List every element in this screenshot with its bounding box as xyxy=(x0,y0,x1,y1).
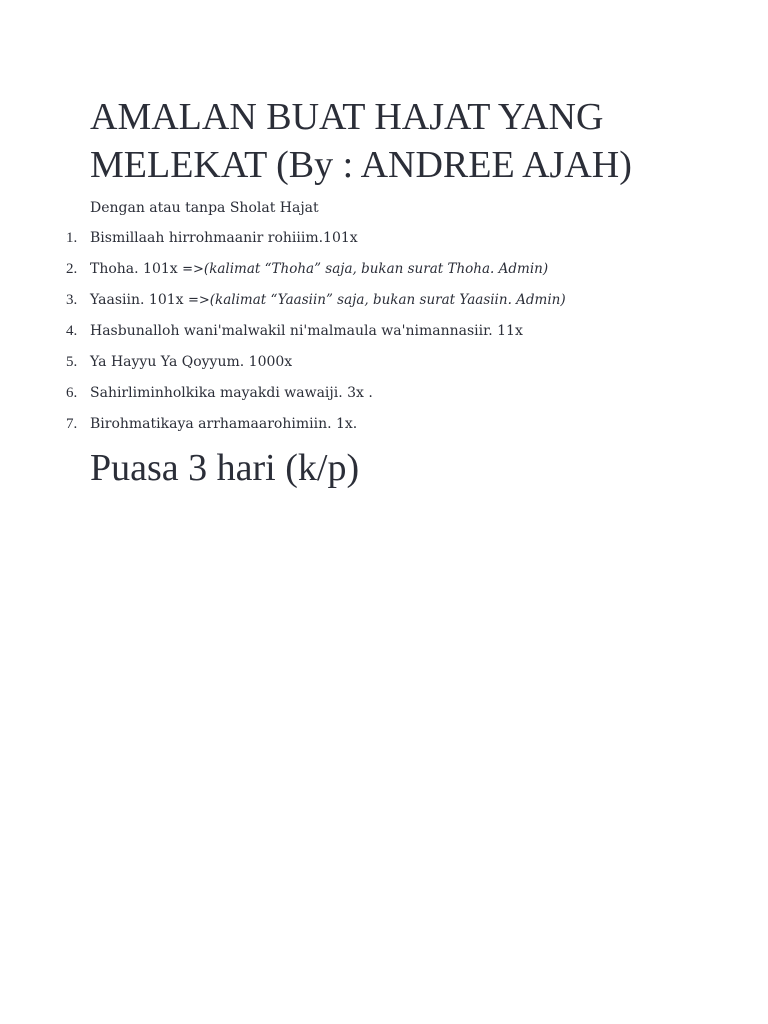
list-item-number: 6. xyxy=(66,385,78,401)
list-item-text: Yaasiin. 101x xyxy=(90,292,188,308)
list-item-text: Ya Hayyu Ya Qoyyum. 1000x xyxy=(90,354,293,370)
list-item-number: 7. xyxy=(66,416,78,432)
arrow-symbol: => xyxy=(182,262,204,277)
list-item-body xyxy=(90,290,566,311)
list-item xyxy=(0,259,700,290)
list-item xyxy=(0,414,700,445)
list-item-number: 5. xyxy=(66,354,78,370)
list-item xyxy=(0,290,700,321)
list-item xyxy=(0,228,700,259)
list-item-text: Birohmatikaya arrhamaarohimiin. 1x. xyxy=(90,416,358,432)
list-item-body xyxy=(90,321,523,341)
section-heading: Puasa 3 hari (k/p) xyxy=(90,447,360,489)
list-item-text: Bismillaah hirrohmaanir rohiiim.101x xyxy=(90,230,358,246)
list-item-body xyxy=(90,383,373,403)
document-title: AMALAN BUAT HAJAT YANG MELEKAT (By : ANDREE AJAH) xyxy=(90,96,632,186)
list-item-text: Thoha. 101x xyxy=(90,261,183,277)
list-item xyxy=(0,321,700,352)
list-item xyxy=(0,352,700,383)
list-item-body xyxy=(90,259,548,280)
steps-list xyxy=(0,228,700,445)
list-item-body xyxy=(90,228,358,248)
list-item-number: 3. xyxy=(66,292,78,308)
list-item-body xyxy=(90,414,357,434)
list-item-number: 4. xyxy=(66,323,78,339)
arrow-symbol: => xyxy=(187,293,210,308)
list-item-note: (kalimat “Yaasiin” saja, bukan surat Yaasiin. Admin) xyxy=(209,292,566,308)
list-item-note: (kalimat “Thoha” saja, bukan surat Thoha. Admin) xyxy=(203,261,549,277)
list-item-number: 1. xyxy=(66,230,78,246)
intro-text: Dengan atau tanpa Sholat Hajat xyxy=(90,200,319,216)
list-item-body xyxy=(90,352,292,372)
list-item-number: 2. xyxy=(66,261,78,277)
list-item-text: Sahirliminholkika mayakdi wawaiji. 3x . xyxy=(90,385,373,401)
list-item xyxy=(0,383,700,414)
list-item-text: Hasbunalloh wani'malwakil ni'malmaula wa'nimannasiir. 11x xyxy=(90,323,523,339)
